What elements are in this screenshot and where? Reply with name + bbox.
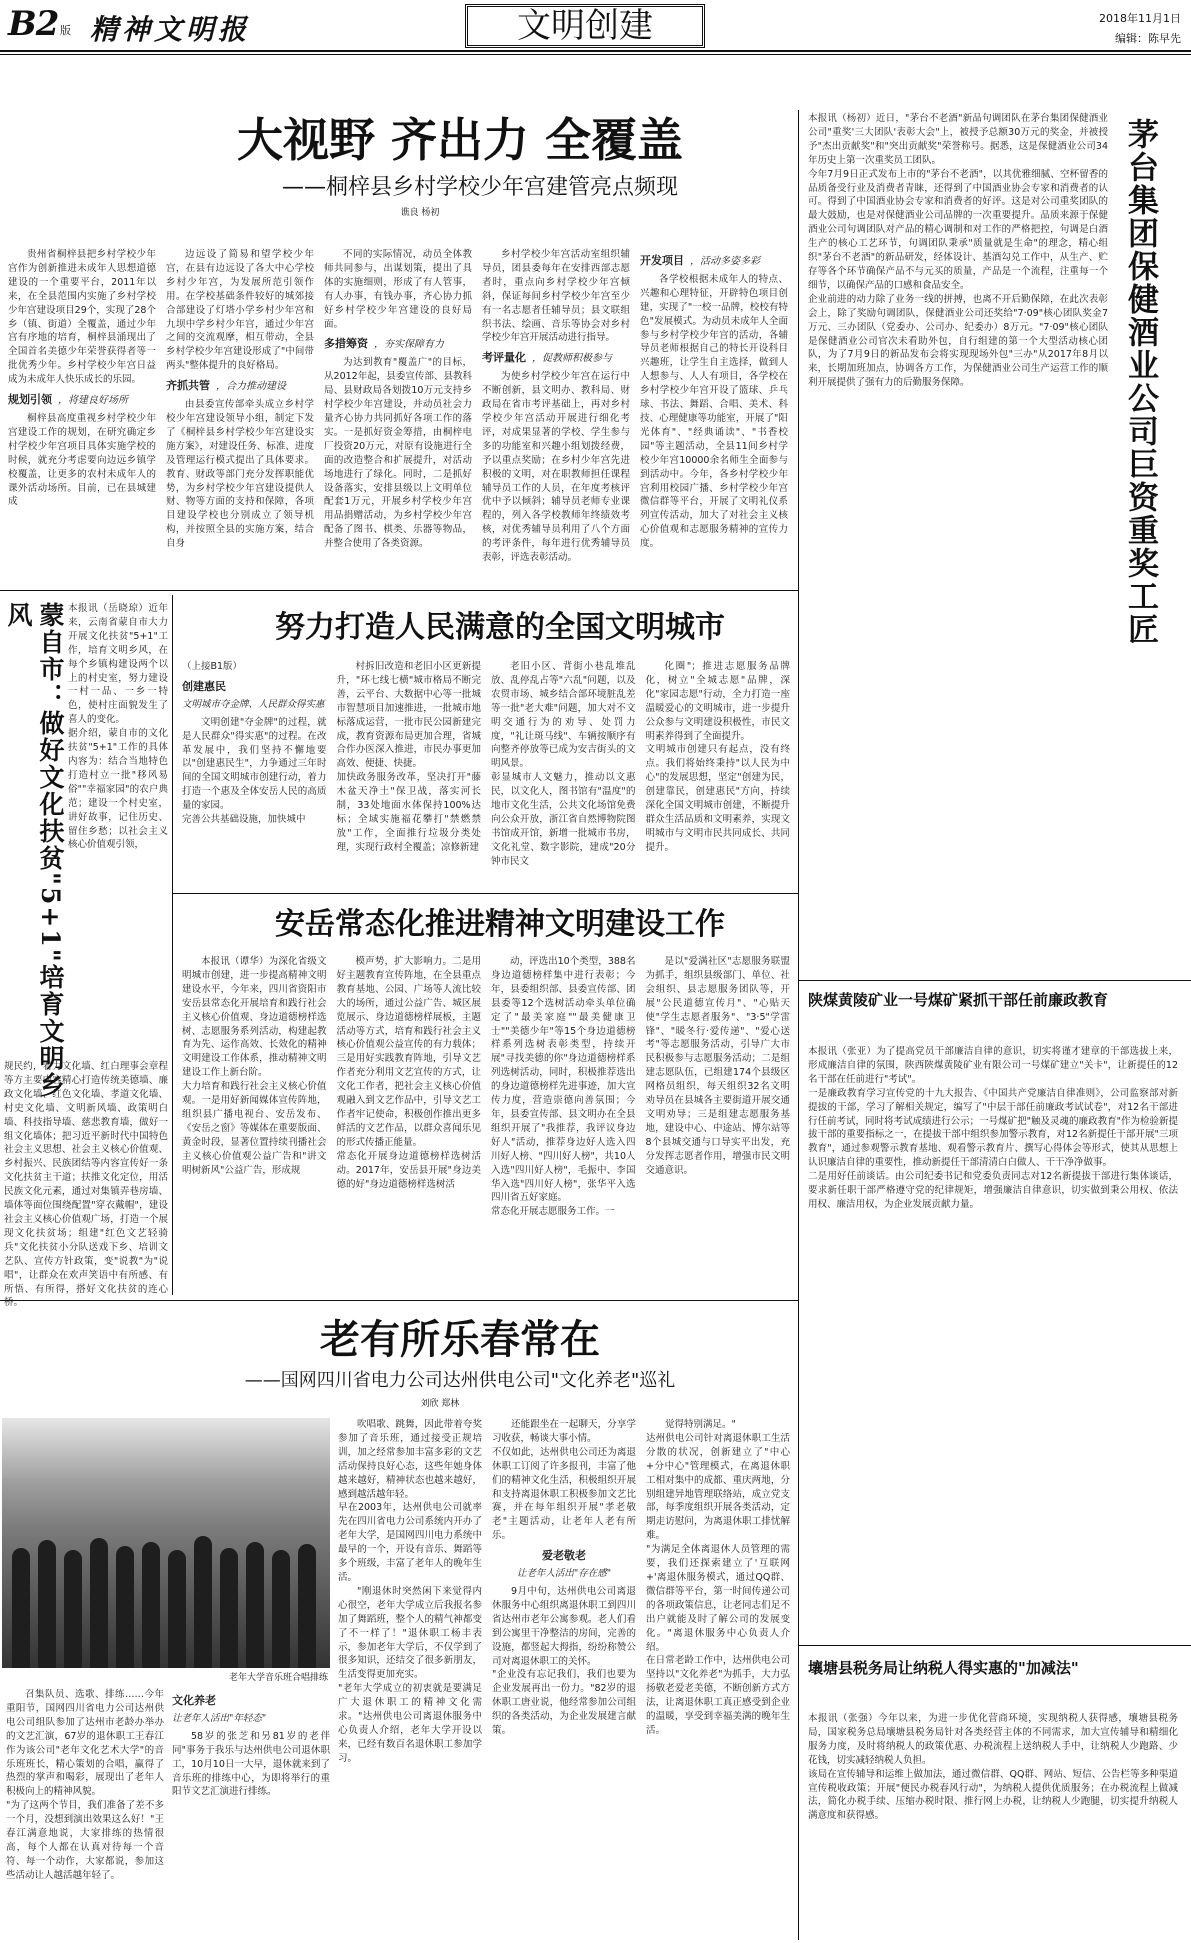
subhead: 规划引领 ，将建良好场所: [8, 393, 128, 407]
coal-body: 本报讯（张亚）为了提高党员干部廉洁自律的意识，切实将谨才建章的干部选拔上来，形成廉洁自律的氛围，陕西陕煤黄陵矿业有限公司一号煤矿建立"关卡"，让新提任的12名干部在任前进行"考试"。 一是廉政教育学习宣传党的十九大报告、《中国共产党廉洁自律准则》，公司监察部对新提拔的干部，学习了解相关规定，编写了"中层干部任前廉政考试试卷"，对12名干部进行任前考试，同时将考试成绩进行公示；一号煤矿把"触及灵魂的廉政教育"作为检验新提拔干部的重要指标之一，在提拔干部中组织参加警示教育，对12名新提任干部开展"三项教育"，通过参观警示教育基地、观看警示教育片、撰写心得体会等形式，使其从思想上认识廉洁自律的重要性，推动新提任干部清清白白做人、干干净净做事。 二是用好任前谈话。由公司纪委书记和党委负责同志对12名新提拔干部进行集体谈话，要求新任职干部严格遵守党的纪律规矩，增强廉洁自律意识，切实做到秉公用权、依法用权、廉洁用权，为企业发展贡献力量。: [808, 1046, 1178, 1210]
headline-coal: 陕煤黄陵矿业一号煤矿紧抓干部任前廉政教育: [808, 991, 1109, 1009]
photo-caption: 老年大学音乐班合唱排练: [228, 1673, 328, 1683]
photo-figure: [220, 1548, 238, 1668]
mengzi-body-bottom: 规民约，着力文化墙、红白理事会章程等方主要内容精心打造传统美德墙、廉政文化墙、红色文化墙、孝道文化墙、村史文化墙、文明新风墙、政策明白墙、科技指导墙、慈悲教育墙，做好一组文化墙体；把习近平新时代中国特色社会主义思想、社会主义核心价值观、乡村振兴、民族团结等内容宣传好一条文化扶贫主干道；扶推文化定位，用活民族文化元素，通过对集镇弄巷房墙、墙体等面位围绕配置"穿衣戴帽"，建设社会主义核心价值观广场，打造一个展现文化扶贫场；组建"红色文艺轻骑兵"文化扶贫小分队送戏下乡、培训文艺队、宣传方针政策，变"说教"为"说唱"，让群众在欢声笑语中有所感、有所悟、有所得，搭好文化扶贫的连心桥。: [4, 1061, 168, 1309]
subhead-italic: 文明城市夺金牌、人民群众得实惠: [182, 698, 325, 710]
headline-maotai: 茅台集团保健酒业公司巨资重奖工匠: [1122, 118, 1158, 646]
article-city-columns: [182, 660, 790, 880]
photo-figure: [272, 1550, 290, 1668]
continued-note: （上接B1版）: [182, 661, 243, 672]
paragraph: 召集队员、选歌、排练……今年重阳节，国网四川省电力公司达州供电公司组队参加了达州市老龄办举办的文艺汇演，67岁的退休职工王春江作为该公司"老年文化艺术大学"的音乐班班长，精心策划的合唱，赢得了热烈的掌声和喝彩，展现出了老年人积极向上的精神风貌。 "为了这两个节目，我们准备了差不多一个月，没想到演出效果这么好！"王春江满意地说，大家排练的热情很高，每个人都在认真对待每一个音符、每一个动作，大家都说，参加这些活动让人越活越年轻了。: [6, 1689, 164, 1881]
headline-city: 努力打造人民满意的全国文明城市: [275, 610, 725, 645]
column-divider: [172, 595, 173, 1295]
section-title: 文明创建: [465, 4, 705, 48]
paragraph: 模声势，扩大影响力。二是用好主题教育宣传阵地，在全县重点教育基地、公园、广场等人流比较大的场所，通过公益广告、城区展览展示、身边道德榜样展板，主题活动等方式，培育和践行社会主义核心价值观公益宣传的有力载体；三是用好实践教育阵地，引导文艺作者充分利用文艺宣传的方式，让文化工作者，把社会主义核心价值观融入到文艺作品中，引导文艺工作者牢记使命，积极创作推出更多鲜活的文艺作品，以群众喜闻乐见的形式传播正能量。 常态化开展身边道德榜样选树活动。2017年，安岳县开展"身边美德的好"身边道德榜样选树活: [336, 956, 481, 1190]
paragraph: 各学校根据未成年人的特点、兴趣和心理特征，开辟特色项目创建，实现了"一校一品牌，校校有特色"发展模式。为动员未成年人全面参与乡村学校少年宫的活动，各辅导员老师根据自己的特长开设科目兴趣班，让学生自主选择，做到人人想参与、人人有项目，各学校在乡村学校少年宫开设了篮球、乒乓球、书法、舞蹈、合唱、美术、科技、心理健康等功能室，开展了"阳光体育"、"经典诵读"、"书香校园"等主题活动，全县11间乡村学校少年宫10000余名师生全面参与到活动中。今年，各乡村学校少年宫利用校园广播、乡村学校少年宫微信群等平台，开展了文明礼仪系列宣传活动，加大了对社会主义核心价值观和志愿服务精神的宣传力度。: [640, 273, 788, 550]
paragraph: 边远设了简易和望学校少年宫，在县有边远设了各大中心学校乡村少年宫，为发展所范引领作用。在学校基础条件较好的城郊接合部建设了灯塔小学乡村少年宫和九坝中学乡村少年宫，通过少年宫之间的交流观摩，相互带动，全县乡村学校少年宫建设形成了"中间带两头"整体提升的良好格局。: [166, 249, 314, 372]
headline-tax: 壤塘县税务局让纳税人得实惠的"加减法": [808, 1659, 1079, 1677]
page-suffix: 版: [60, 24, 71, 37]
article-elder-col-3: [492, 1418, 636, 1938]
subhead-italic: 让老年人活出"年轻态": [172, 1712, 267, 1724]
article-city-col-4: [646, 660, 791, 880]
paragraph: 9月中旬，达州供电公司离退休服务中心组织离退休职工到四川省达州市老年公寓参观。老人们看到公寓里干净整洁的房间，完善的设施，都竖起大拇指，纷纷称赞公司对离退休职工的关怀。 "企业没有忘记我们，我们也要为企业发展再出一份力。"82岁的退休职工唐业说，他经常参加公司组织的各类活动，为企业发展建言献策。: [492, 1585, 636, 1737]
masthead: [0, 0, 1191, 55]
headline-top: 大视野 齐出力 全覆盖: [236, 113, 684, 167]
photo-figure: [90, 1538, 108, 1668]
headline-anyue: 安岳常态化推进精神文明建设工作: [275, 907, 725, 942]
subhead: 创建惠民: [182, 679, 226, 693]
paragraph: 还能跟坐在一起聊天，分享学习收获，畅谈大事小情。 不仅如此，达州供电公司还为离退休职工订阅了许多报刊，丰富了他们的精神文化生活，积极组织开展和支持离退休职工积极参加文艺比赛，并在每年组织开展"孝老敬老"主题活动，让老年人老有所乐。: [492, 1419, 636, 1542]
section-rule: [172, 893, 798, 894]
article-anyue-col-2: [337, 955, 482, 1285]
choir-photo: [2, 1418, 330, 1668]
section-rule: [0, 1300, 798, 1301]
article-anyue-col-4: [646, 955, 791, 1285]
article-elder-columns: [338, 1418, 790, 1938]
photo-figure: [298, 1544, 316, 1668]
photo-figure: [246, 1542, 264, 1668]
paragraph: 觉得特别满足。" 达州供电公司针对离退休职工生活分散的状况，创新建立了"中心+分中心"管理模式，在离退休职工相对集中的成都、重庆两地，分别组建异地管理联络站，成立党支部，每季度组织开展各类活动，定期走访慰问，为离退休职工排忧解难。 "为满足全体离退休人员管理的需要，我们还探索建立了'互联网+'离退休服务模式，通过QQ群、微信群等平台，第一时间传递公司的各项政策信息，让老同志们足不出户就能及时了解公司的发展变化。"离退休服务中心负责人介绍。 在日常老龄工作中，达州供电公司坚持以"文化养老"为抓手，大力弘扬敬老爱老美德，不断创新方式方法，让离退休职工真正感受到企业的温暖，享受到幸福美满的晚年生活。: [646, 1419, 790, 1736]
article-anyue-columns: [182, 955, 790, 1285]
paragraph: 村拆旧改造和老旧小区更新提升，"环七线七横"城市格局不断完善，云平台、大数据中心等一批城市智慧项目加速推进，一批城市地标落成运营，一批市民公园新建完成，教育资源布局更加合理，省城合作办医深入推进，市民办事更加高效、便捷、快捷。 加快政务服务改革，坚决打开"藤木盆天净土"保卫战，落实河长制，33处地面水体保持100%达标；全域实施福花攀打"禁燃禁放"工作，全面推行垃圾分类处理，实现行政村全覆盖；凉修新建: [336, 661, 481, 853]
paragraph: 本报讯（谭华）为深化省级文明城市创建，进一步提高精神文明建设水平，今年来，四川省资阳市安岳县常态化开展培育和践行社会主义核心价值观、身边道德榜样选树、志愿服务系列活动，构建起教育为先、运作高效、长效化的精神文明建设工作体系，推动精神文明建设工作上新台阶。 大力培育和践行社会主义核心价值观。一是用好新闻媒体宣传阵地，组织县广播电视台、安岳发布、《安岳之窗》等媒体在重要版面、黄金时段，显著位置持续刊播社会主义核心价值观公益广告和"讲文明树新风"公益广告，形成规: [182, 956, 327, 1176]
subheadline-top: ——桐梓县乡村学校少年宫建管亮点频现: [281, 175, 678, 200]
headline-elder: 老有所乐春常在: [320, 1316, 600, 1363]
photo-figure: [64, 1550, 82, 1668]
subhead: 多措筹资 ，夯实保障有力: [324, 337, 444, 351]
column-divider: [798, 980, 799, 1940]
subhead: 开发项目 ，活动多姿多彩: [640, 254, 760, 267]
editor-credit: 编辑：陈早先: [1115, 32, 1181, 45]
photo-figure: [142, 1542, 160, 1668]
paragraph: 桐梓县高度重视乡村学校少年宫建设工作的规划，在研究确定乡村学校少年宫项目具体实施学校的时候，就充分考虑要向边远乡镇学校覆盖，让更多的农村未成年人的课外活动场所。目前，已在县城建成: [8, 412, 156, 508]
subhead: 爱老敬老: [542, 1549, 586, 1563]
column-divider: [798, 110, 799, 1070]
paragraph: 贵州省桐梓县把乡村学校少年宫作为创新推进未成年人思想道德建设的一个重要平台，2011年以来，在全县范围内实施了乡村学校少年宫建设项目29个，实现了28个乡（镇、街道）全覆盖，通过少年宫有序地的培育，桐梓县涌现出了全国首名美德少年荣誉获得者等一批优秀少年。乡村学校少年宫日益成为未成年人快乐成长的乐园。: [8, 249, 156, 386]
article-top-columns: [8, 248, 788, 578]
article-anyue-col-1: [182, 955, 327, 1285]
paragraph: 吹唱歌、跳舞，因此带着夸奖参加了音乐班，通过接受正规培训，加之经常参加丰富多彩的文艺活动保持良好心态，这些年她身体越来越好，精神状态也越来越好，感到越活越年轻。 早在2003年，达州供电公司就率先在四川省电力公司系统内开办了老年大学，是国网四川电力系统中最早的一个，开设有音乐、舞蹈等多个班级，丰富了老年人的晚年生活。: [338, 1419, 482, 1583]
paragraph: 为使乡村学校少年宫在运行中不断创新，县文明办、教科局、财政局在省市考评基础上，再对乡村学校少年宫活动开展进行细化考评，对成果显著的学校、学生参与多的功能室和兴趣小组划拨经费，予以重点奖励；在乡村少年宫先进积极的文明，对在职教师担任课程辅导员工作的人员，在年度考核评优中予以倾斜；辅导员老师专业课程的，列入各学校教师年终绩效考核，对优秀辅导员利用了八个方面的考评条件，每年进行优秀辅导员表彰，评选表彰活动。: [482, 371, 630, 564]
paragraph: 为达到教育"覆盖广"的目标，从2012年起，县委宣传部、县教科局、县财政局各划拨10万元支持乡村学校少年宫建设，并动员社会力量齐心协力共同抓好各项工作的落实。一是抓好资金筹措，由桐梓电厂投资20万元，对原有设施进行全面的改造整合和扩展提升，对活动场地进行了绿化。同时，二是抓好设备落实，安排县级以上文明单位配套1万元，开展乡村学校少年宫用品捐赠活动，为乡村学校少年宫配备了图书、棋类、乐器等物品，并整合使用了各类资源。: [324, 357, 472, 550]
masthead-rule-thin: [0, 54, 1191, 55]
article-top-col-5: [640, 248, 788, 578]
headline-mengzi: 蒙自市：做好文化扶贫"5+1"培育文明乡风: [4, 602, 65, 1099]
section-rule: [798, 1645, 1191, 1646]
article-top-col-2: [166, 248, 314, 578]
paragraph: 文明创建"夺金牌"的过程，就是人民群众"得实惠"的过程。在改革发展中，我们坚持不懈地要以"创建惠民生"，力争通过三年时间的全国文明城市创建行动，着力打造一个惠及全体安岳人民的高质量的家园。 完善公共基础设施，加快城中: [182, 716, 327, 826]
paragraph: 是以"爱满社区"志愿服务联盟为抓手，组织县级部门、单位、社会组织、县志愿服务团队等，开展"公民道德宣传月"、"心贴天使"学生志愿者服务"、"3·5"学雷锋"、"暖冬行·爱传递"、"爱心送考"等志愿服务活动，引导广大市民积极参与志愿服务活动；二是组建志愿队伍，已组建174个县级区网格员组织，每天组织32名文明劝导员在县城各主要街道开展交通文明劝导；三是组建志愿服务基地，建设中心、中途站、博尔站等8个县城交通与口导实平出发，充分发挥志愿者作用，增强市民文明交通意识。: [645, 956, 790, 1176]
subhead: 考评量化 ，促教师积极参与: [482, 351, 612, 365]
section-rule: [798, 980, 1191, 981]
article-top-col-3: [324, 248, 472, 578]
article-city-col-3: [491, 660, 636, 880]
page-number: B2: [8, 4, 59, 44]
article-anyue-col-3: [491, 955, 636, 1285]
article-top-col-4: [482, 248, 630, 578]
paragraph: 不同的实际情况，动员全体教师共同参与，出谋划策，提出了具体的实施细则，形成了有人管事，有人办事，有钱办事，齐心协力抓好乡村学校少年宫建设的良好局面。: [324, 249, 472, 330]
photo-figure: [168, 1550, 186, 1668]
subheadline-elder: ——国网四川省电力公司达州供电公司"文化养老"巡礼: [244, 1370, 676, 1391]
paragraph: 58岁的张芝和另81岁的老伴同"事务于我乐与达州供电公司退休职工，10月10日一大早，退休就来到了音乐班的排练中心，为即将举行的重阳节文艺汇演进行排练。: [172, 1730, 330, 1798]
article-top-col-1: [8, 248, 156, 578]
mengzi-body-top: 本报讯（岳晓琼）近年来，云南省蒙自市大力开展文化扶贫"5+1"工作，培育文明乡风，在每个乡镇构建设两个以上的村史室，努力建设一村一品、一乡一特色，使村庄面貌发生了喜人的变化。 据介绍，蒙自市的文化扶贫"5+1"工作的具体内容为：结合当地特色打造村立一批"移风易俗""幸福家园"的农户典范；建设一个村史室，讲好故事，记住历史、留住乡愁；以社会主义核心价值观引领，: [68, 603, 168, 851]
article-elder-col-1b: [172, 1688, 330, 1938]
subhead: 齐抓共管 ，合力推动建设: [166, 379, 286, 393]
issue-date: 2018年11月1日: [1099, 12, 1181, 25]
photo-figure: [194, 1536, 212, 1668]
article-city-col-1: [182, 660, 327, 880]
article-city-col-2: [337, 660, 482, 880]
paragraph: 由县委宣传部牵头成立乡村学校少年宫建设领导小组，制定下发了《桐梓县乡村学校少年宫建设实施方案》，对建设任务、标准、进度及管理运行模式提出了具体要求。教育、财政等部门充分发挥职能优势，为乡村学校少年宫建设提供人财、物等方面的支持和保障，各项目建设学校也分别成立了领导机构，并按照全县的实施方案，结合自身: [166, 399, 314, 550]
article-elder-col-4: [646, 1418, 790, 1938]
subhead: 文化养老: [172, 1694, 216, 1707]
article-elder-col-1: [6, 1688, 164, 1938]
maotai-body: 本报讯（杨初）近日，"茅台不老酒"新品句调团队在茅台集团保健酒业公司"重奖'三大团队'表彰大会"上，被授予总额30万元的奖金，并被授予"杰出贡献奖"和"突出贡献奖"荣誉称号。据悉，这是保健酒业公司34年历史上第一次重奖员工团队。 今年7月9日正式发布上市的"茅台不老酒"，以其优雅细腻、空杯留香的品质备受行业及消费者青睐，还得到了中国酒业协会专家和消费者的认可。得到了中国酒业协会专家和消费者的好评。这是对公司重奖团队的最大鼓励，也是对保健酒业公司品牌的一次重要提升。品质来源于保健酒业公司句调团队对产品的精心调制和对工作的严格把控，句调是白酒生产的核心工艺环节，句调团队秉承"质量就是生命"的理念，精心组织"茅台不老酒"的新品研发，经体设计、基酒勾兑工作中，从生产、贮存等各个环节确保产品不与元买的质量，产品是一个流程，注重每一个细节，以确保产品的口感和食品安全。 企业前进的动力除了业务一线的拼搏，也离不开后勤保障，在此次表彰会上，除了奖励句调团队，保健酒业公司还奖给"7·09"核心团队奖金7万元、三办团队（党委办、公司办、纪委办）8万元。"7·09"核心团队是保健酒业公司官次未看助外包，自行组建的第一个大型活动核心团队，为了7月9日的新品发布会将实现现场外包"三办"从2017年8月以来，长期加班加点，协调各方工作，为保健酒业公司生产运营工作的顺利开展提供了强有力的后勤服务保障。: [808, 113, 1108, 389]
tax-body: 本报讯（张强）今年以来，为进一步优化营商环境，实现纳税人获得感，壤塘县税务局，国家税务总局壤塘县税务局针对各类经营主体的不同需求，加大宣传辅导和精细化服务力度，及时将纳税人的政策优惠、办税流程上送纳税人手中，让纳税人少跑路、少花钱，切实减轻纳税人负担。 该局在宣传辅导和运维上做加法，通过微信群、QQ群、网站、短信、公告栏等多种渠道宣传税收政策；开展"便民办税春风行动"，为纳税人提供优质服务；在办税流程上做减法，简化办税手续、压缩办税时限、推行网上办税，让纳税人少跑腿，切实提升纳税人满意度和获得感。: [808, 1713, 1178, 1822]
paragraph: 乡村学校少年宫活动室组织辅导员，团县委每年在安排西部志愿者时，重点向乡村学校少年宫倾斜，保证每间乡村学校少年宫至少有一名志愿者任辅导员；县文联组织书法、绘画、音乐等协会对乡村学校少年宫开展活动进行指导。: [482, 249, 630, 344]
paragraph: "刚退休时突然闲下来觉得内心很空，老年大学成立后我报名参加了舞蹈班，整个人的精气神都变了不一样了！"退休职工杨丰表示，参加老年大学后，不仅学到了很多知识，还结交了很多新朋友，生活变得更加充实。 "老年大学成立的初衷就是要满足广大退休职工的精神文化需求。"达州供电公司离退休服务中心负责人介绍，老年大学开设以来，已经有数百名退休职工参加学习。: [338, 1585, 482, 1764]
paragraph: 动，评选出10个类型，388名身边道德榜样集中进行表彰；今年，县委组织部、县委宣传部、团县委等12个选树活动牵头单位确定了"最美家庭""最美健康卫士""美德少年"等15个身边道德榜样系列选树表彰类型，持续开展"寻找美德的你"身边道德榜样系列选树活动，同时，积极推荐选出的身边道德榜样先进事迹，加大宣传力度，营造崇德向善氛围；今年，县委宣传部、县文明办在全县组织开展了"我推荐，我评议身边好人"活动，推荐身边好人选入四川好人榜、"四川好人榜"，共10人入选"四川好人榜"，毛振中、李国华入选"四川好人榜"，张华平入选四川省五好家庭。 常态化开展志愿服务工作。一: [491, 956, 636, 1218]
photo-figure: [12, 1548, 30, 1668]
section-rule: [0, 590, 798, 591]
photo-figure: [38, 1540, 56, 1668]
photo-figure: [116, 1546, 134, 1668]
photo-stage: [2, 1418, 330, 1478]
paper-name: 精神文明报: [90, 13, 251, 46]
byline-elder: 刘欣 郑林: [420, 1399, 460, 1409]
article-elder-col-2: [338, 1418, 482, 1938]
masthead-rule: [0, 50, 1191, 52]
subhead-italic: 让老年人活出"存在感": [516, 1568, 612, 1580]
paragraph: 老旧小区、背街小巷乱堆乱放、乱停乱占等"六乱"问题，以及农贸市场、城乡结合部环境脏乱差等一批"老大难"问题，加大对不文明交通行为的劝导、处罚力度，"礼让斑马线"、车辆按顺序有向整齐停放等已成为安吉街头的文明风景。 彰显城市人文魅力，推动以文惠民，以文化人，图书馆有"温度"的地市文化生活，公共文化场馆免费向公众开放，浙江省自然博物院图书馆成开馆，新增一批城市书房，文化礼堂、数字影院，建成"20分钟市民文: [491, 661, 636, 867]
paragraph: 化圈"；推进志愿服务品牌化，树立"全城志愿"品牌，深化"家园志愿"行动，全力打造一座温暖爱心的文明城市，进一步提升公众参与文明建设积极性，市民文明素养得到了全面提升。 文明城市创建只有起点，没有终点。我们将始终秉持"以人民为中心"的发展思想，坚定"创建为民，创建靠民，创建惠民"方向，持续深化全国文明城市创建，不断提升群众生活品质和文明素养，实现文明城市与文明市民共同成长、共同提升。: [645, 661, 790, 853]
byline-top: 谯良 杨初: [400, 208, 440, 218]
